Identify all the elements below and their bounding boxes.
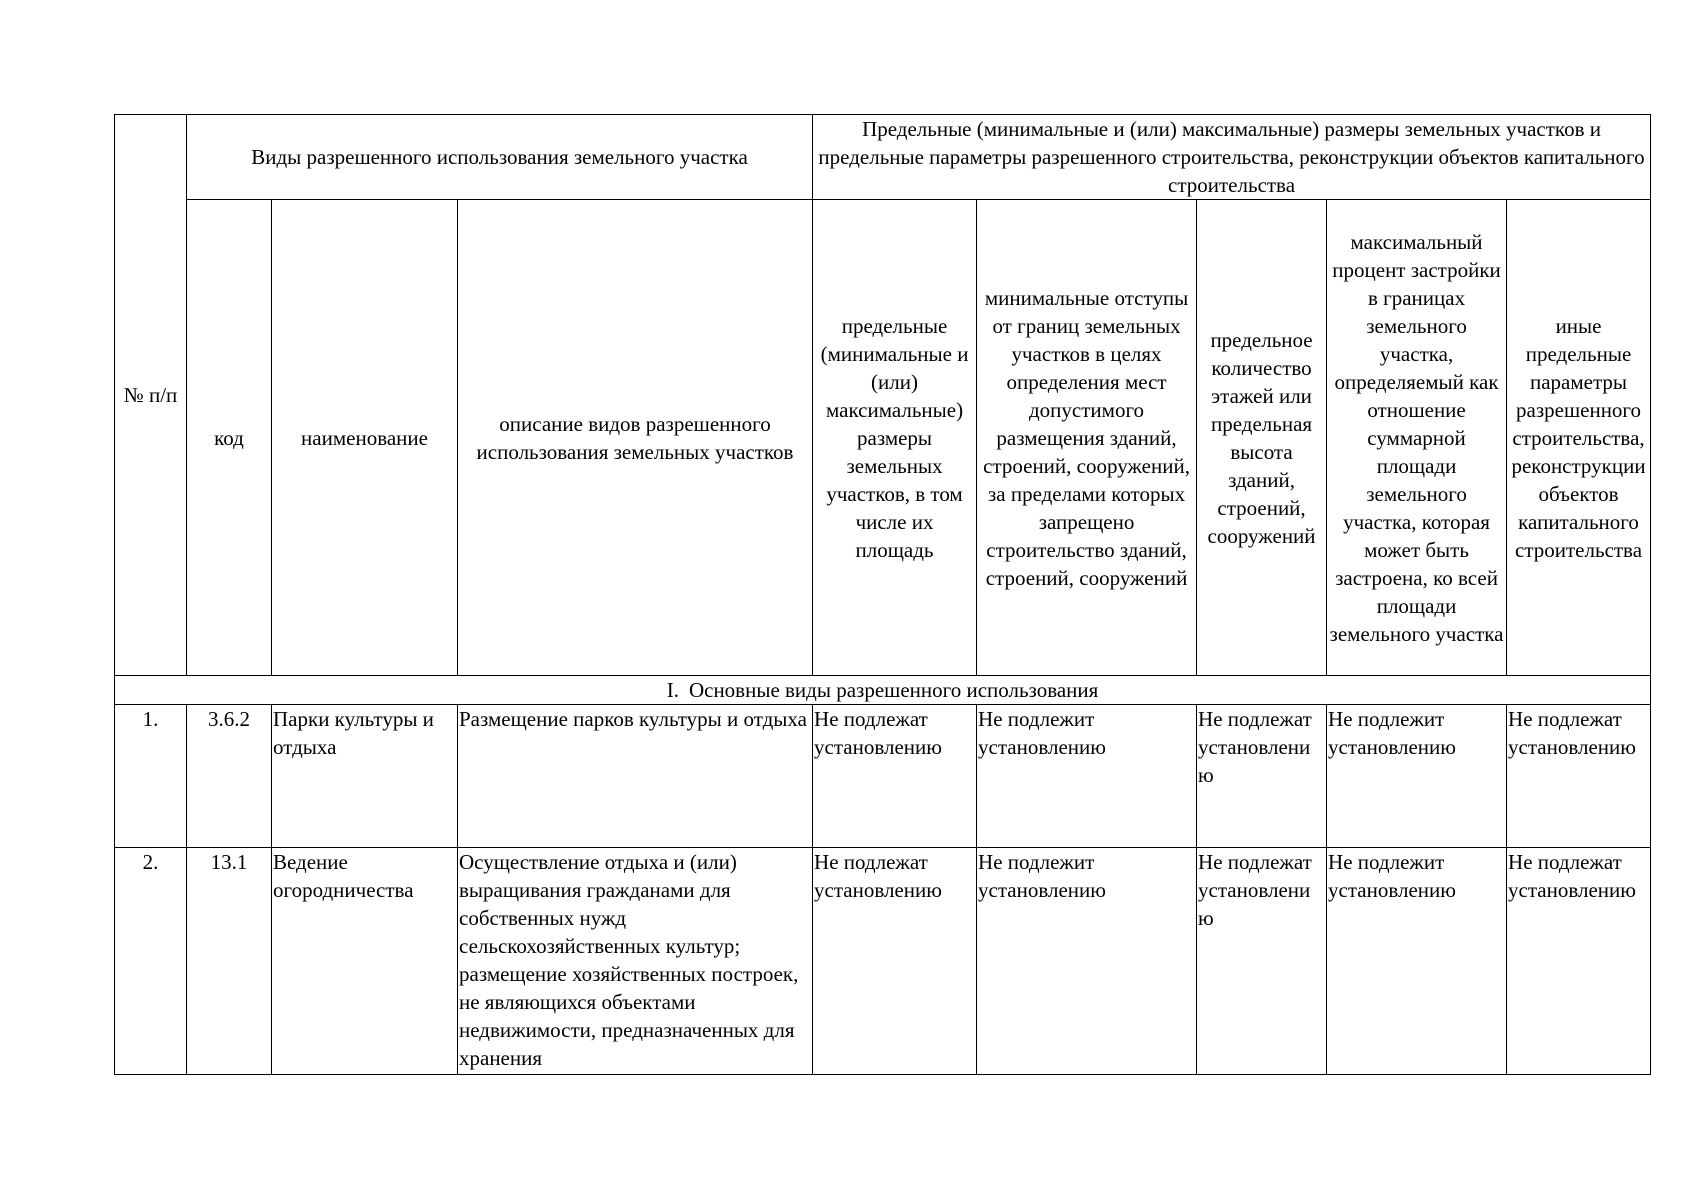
row-code: 13.1 bbox=[187, 848, 272, 1075]
row-other: Не подлежат установлению bbox=[1507, 848, 1651, 1075]
section-heading bbox=[115, 676, 1651, 705]
row-name: Ведение огородничества bbox=[272, 848, 458, 1075]
row-floors: Не подлежат установлению bbox=[1197, 848, 1327, 1075]
row-setbacks: Не подлежит установлению bbox=[977, 705, 1197, 848]
row-floors: Не подлежат установлению bbox=[1197, 705, 1327, 848]
header-floors: предельное количество этажей или предельная высота зданий, строений, сооружений bbox=[1197, 200, 1327, 676]
land-use-table bbox=[114, 114, 1651, 1075]
row-code: 3.6.2 bbox=[187, 705, 272, 848]
section-number: I. bbox=[666, 678, 679, 702]
row-coverage: Не подлежит установлению bbox=[1327, 848, 1507, 1075]
header-name: наименование bbox=[272, 200, 458, 676]
row-sizes: Не подлежат установлению bbox=[813, 848, 977, 1075]
row-other: Не подлежат установлению bbox=[1507, 705, 1651, 848]
header-sizes: предельные (минимальные и (или) максимальные) размеры земельных участков, в том числе их площадь bbox=[813, 200, 977, 676]
row-num: 1. bbox=[115, 705, 187, 848]
row-description: Размещение парков культуры и отдыха bbox=[458, 705, 813, 848]
header-setbacks: минимальные отступы от границ земельных участков в целях определения мест допустимого размещения зданий, строений, сооружений, за пределами которых запрещено строительство зданий, строений, сооружений bbox=[977, 200, 1197, 676]
header-group-limits: Предельные (минимальные и (или) максимальные) размеры земельных участков и предельные параметры разрешенного строительства, реконструкции объектов капитального строительства bbox=[813, 115, 1651, 200]
row-name: Парки культуры и отдыха bbox=[272, 705, 458, 848]
row-description: Осуществление отдыха и (или) выращивания гражданами для собственных нужд сельскохозяйственных культур; размещение хозяйственных построек, не являющихся объектами недвижимости, предназначенных для хранения bbox=[458, 848, 813, 1075]
section-row bbox=[115, 676, 1651, 705]
header-description: описание видов разрешенного использования земельных участков bbox=[458, 200, 813, 676]
header-row-top bbox=[115, 115, 1651, 200]
row-setbacks: Не подлежит установлению bbox=[977, 848, 1197, 1075]
header-code: код bbox=[187, 200, 272, 676]
row-coverage: Не подлежит установлению bbox=[1327, 705, 1507, 848]
header-row-sub bbox=[115, 200, 1651, 676]
row-num: 2. bbox=[115, 848, 187, 1075]
header-coverage: максимальный процент застройки в границах земельного участка, определяемый как отношение суммарной площади земельного участка, которая может быть застроена, ко всей площади земельного участка bbox=[1327, 200, 1507, 676]
header-num: № п/п bbox=[115, 115, 187, 676]
row-sizes: Не подлежат установлению bbox=[813, 705, 977, 848]
table-row bbox=[115, 848, 1651, 1075]
table-row bbox=[115, 705, 1651, 848]
section-title: Основные виды разрешенного использования bbox=[688, 678, 1099, 702]
header-group-kinds: Виды разрешенного использования земельного участка bbox=[187, 115, 813, 200]
header-other: иные предельные параметры разрешенного строительства, реконструкции объектов капитального строительства bbox=[1507, 200, 1651, 676]
